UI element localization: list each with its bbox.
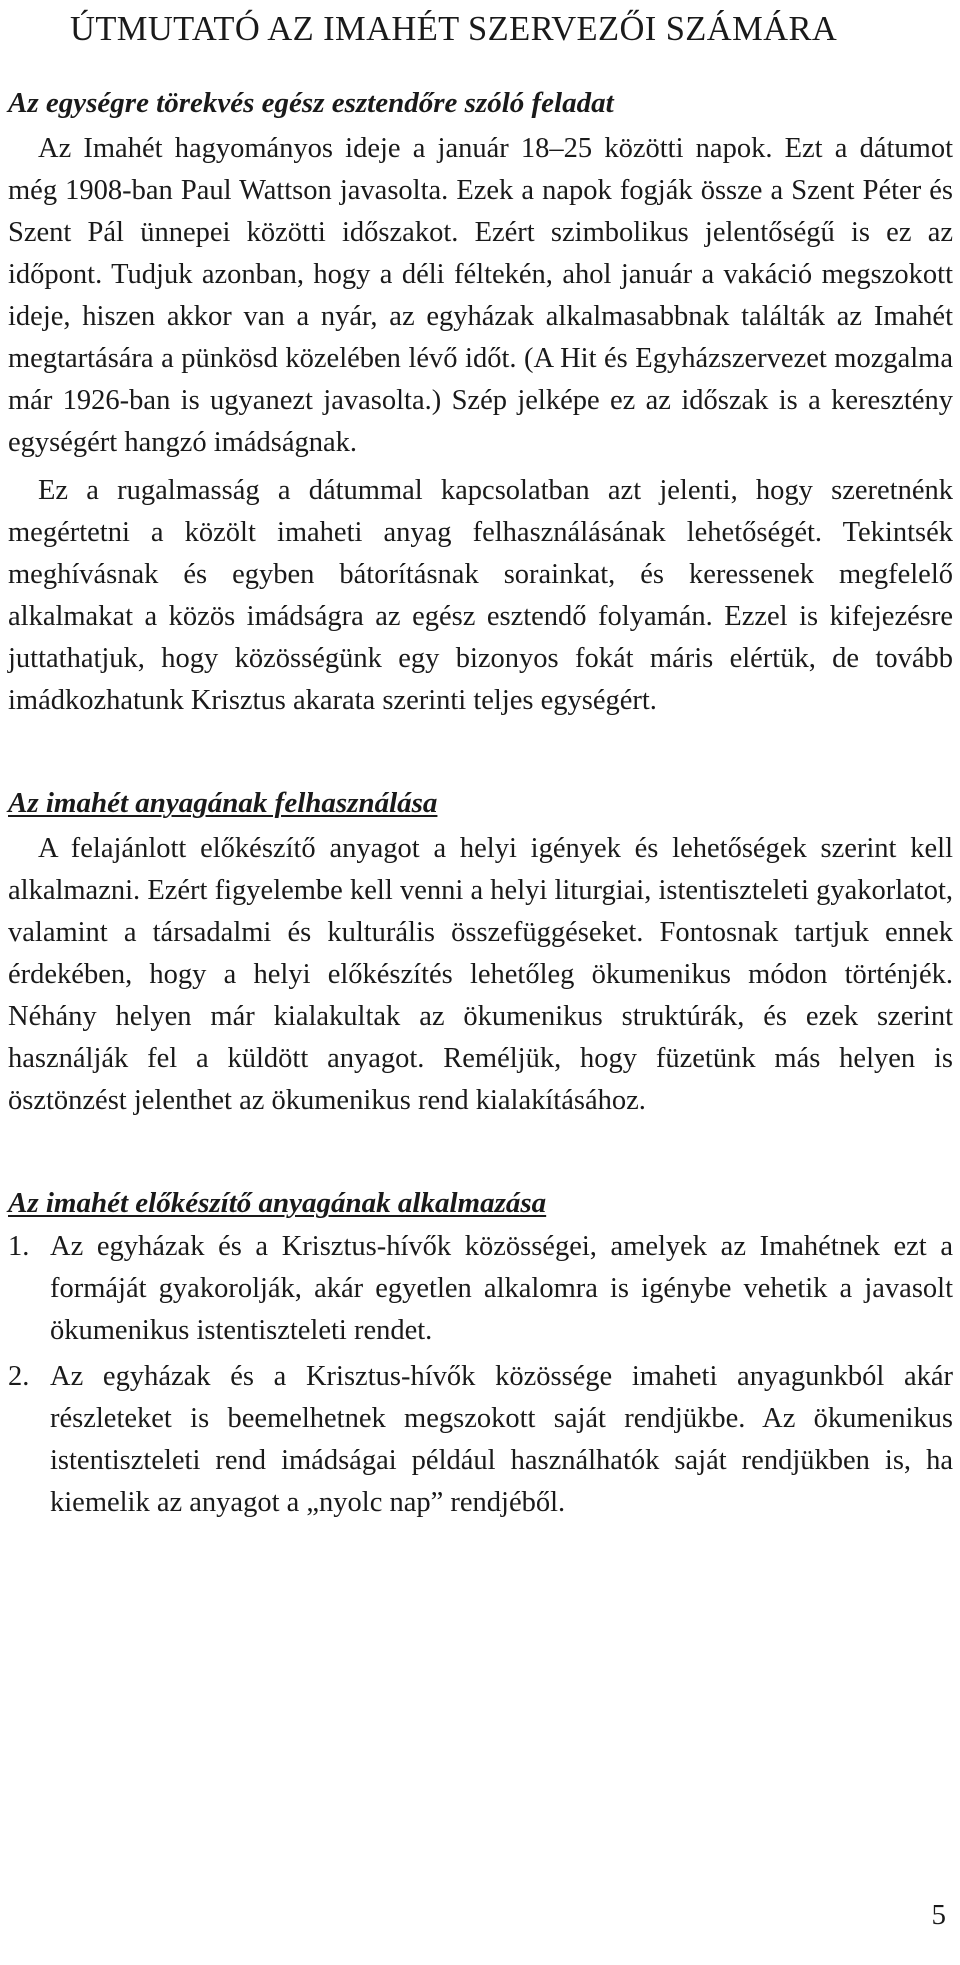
paragraph-date-flexibility: Ez a rugalmasság a dátummal kapcsolatban azt jelenti, hogy szeretnénk megértetni a közölt imaheti anyag felhasználásának lehetőségét. Tekintsék meghívásnak és egyben bátorításnak sorainkat, és keressenek megfelelő alkalmakat a közös imádságra az egész esztendő folyamán. Ezzel is kifejezésre juttathatjuk, hogy közösségünk egy bizonyos fokát máris elértük, de tovább imádkozhatunk Krisztus akarata szerinti teljes egységért. (8, 475, 953, 716)
page-number: 5 (931, 1899, 946, 1931)
list-item-number: 2. (8, 1361, 30, 1392)
section-heading-material-application: Az imahét előkészítő anyagának alkalmazása (8, 1187, 547, 1219)
list-item (8, 1226, 953, 1352)
list-item-text: Az egyházak és a Krisztus-hívők közösségei, amelyek az Imahétnek ezt a formáját gyakorolják, akár egyetlen alkalomra is igénybe vehetik a javasolt ökumenikus istentiszteleti rendet. (50, 1231, 953, 1346)
page-title: ÚTMUTATÓ AZ IMAHÉT SZERVEZŐI SZÁMÁRA (70, 10, 838, 48)
section-heading-year-round-task: Az egységre törekvés egész esztendőre szóló feladat (8, 87, 614, 119)
list-item-text: Az egyházak és a Krisztus-hívők közössége imaheti anyagunkból akár részleteket is beemelhetnek megszokott saját rendjükbe. Az ökumenikus istentiszteleti rend imádságai például használhatók saját rendjükben is, ha kiemelik az anyagot a „nyolc nap” rendjéből. (50, 1361, 953, 1518)
paragraph-local-adaptation: A felajánlott előkészítő anyagot a helyi igények és lehetőségek szerint kell alkalmazni. Ezért figyelembe kell venni a helyi liturgiai, istentiszteleti gyakorlatot, valamint a társadalmi és kulturális összefüggéseket. Fontosnak tartjuk ennek érdekében, hogy a helyi előkészítés lehetőleg ökumenikus módon történjék. Néhány helyen már kialakultak az ökumenikus struktúrák, és ezek szerint használják fel a küldött anyagot. Reméljük, hogy füzetünk más helyen is ösztönzést jelenthet az ökumenikus rend kialakításához. (8, 833, 953, 1116)
list-item-number: 1. (8, 1231, 30, 1262)
section-heading-material-use: Az imahét anyagának felhasználása (8, 787, 438, 819)
list-item (8, 1356, 953, 1524)
document-page (8, 0, 953, 1528)
paragraph-traditional-date: Az Imahét hagyományos ideje a január 18–25 közötti napok. Ezt a dátumot még 1908-ban Paul Wattson javasolta. Ezek a napok fogják össze a Szent Péter és Szent Pál ünnepei közötti időszakot. Ezért szimbolikus jelentőségű is ez az időpont. Tudjuk azonban, hogy a déli féltekén, ahol január a vakáció megszokott ideje, hiszen akkor van a nyár, az egyházak alkalmasabbnak találták az Imahét megtartására a pünkösd közelében lévő időt. (A Hit és Egyházszervezet mozgalma már 1926-ban is ugyanezt javasolta.) Szép jelképe ez az időszak is a keresztény egységért hangzó imádságnak. (8, 133, 953, 458)
application-list (8, 1226, 953, 1524)
